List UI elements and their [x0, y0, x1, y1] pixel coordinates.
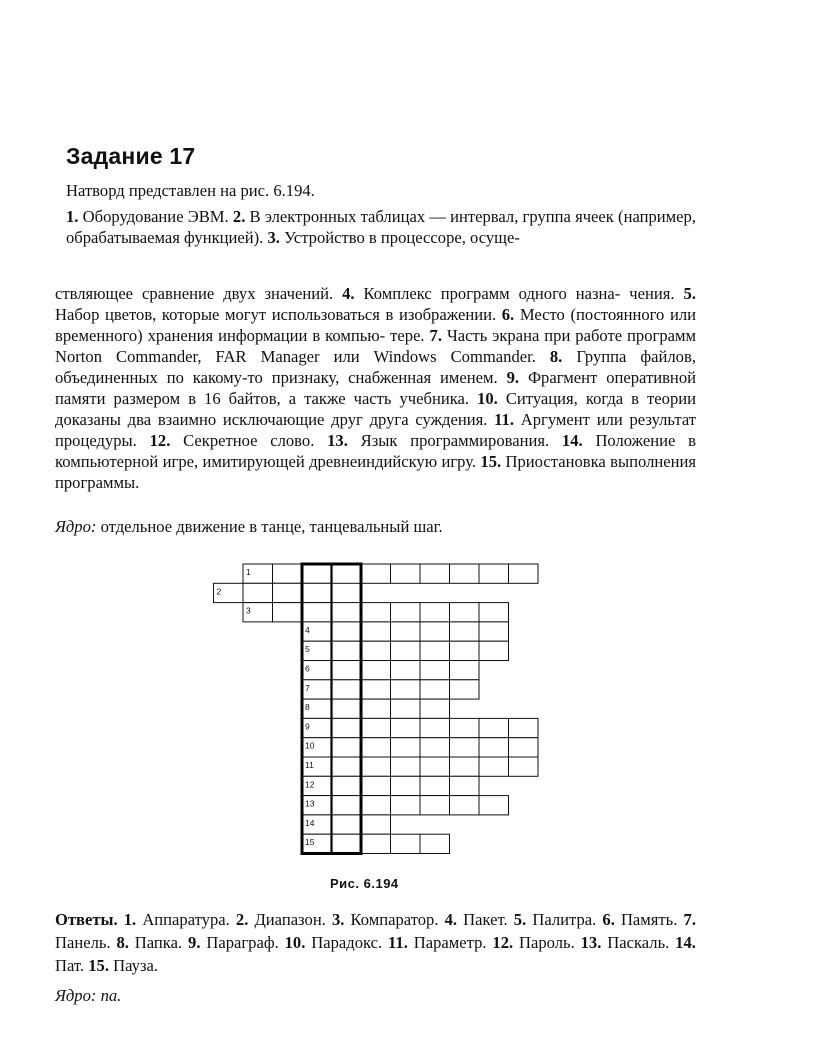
clue-number: 8.: [549, 347, 563, 366]
crossword-cell: [420, 564, 450, 583]
clue-number: 2.: [232, 207, 246, 226]
answer-text: Параграф.: [206, 933, 279, 952]
crossword-cell: [450, 796, 480, 815]
answer-text: Палитра.: [532, 910, 597, 929]
crossword-cell: [509, 564, 539, 583]
crossword-row-label: 9: [305, 721, 310, 732]
crossword-cell: [361, 834, 391, 853]
answer-number: 12.: [492, 933, 514, 952]
task-title: Задание 17: [66, 143, 196, 169]
answer-text: Компаратор.: [350, 910, 439, 929]
clue-text: чения.: [629, 284, 675, 303]
crossword-cell: [361, 815, 391, 834]
answer-number: 7.: [683, 910, 696, 929]
crossword-cell: [450, 641, 480, 660]
crossword-cell: [479, 603, 509, 622]
crossword-row-label: 11: [305, 760, 314, 770]
crossword-cell: [332, 776, 362, 795]
crossword-cell: [332, 564, 362, 583]
crossword-row-label: 1: [246, 567, 251, 577]
crossword-cell: [361, 738, 391, 757]
clue-text: (например, обрабатываемая функцией).: [66, 207, 696, 247]
crossword-cell: [361, 564, 391, 583]
crossword-cell: [450, 622, 480, 641]
crossword-cell: [391, 564, 421, 583]
crossword-cell: [361, 661, 391, 680]
crossword-cell: [302, 603, 332, 622]
figure-caption: Рис. 6.194: [330, 876, 399, 891]
clue-number: 15.: [480, 452, 502, 471]
crossword-cell: [450, 564, 480, 583]
clue-text: Приостановка: [505, 452, 606, 471]
crossword-cell: [391, 680, 421, 699]
answer-number: 9.: [188, 933, 201, 952]
crossword-cell: [361, 796, 391, 815]
clue-text: Фрагмент оперативной памяти размером: [55, 368, 696, 408]
answer-core-label: Ядро:: [55, 986, 97, 1005]
crossword-cell: [273, 564, 303, 583]
clue-number: 4.: [342, 284, 355, 303]
crossword-cell: [391, 757, 421, 776]
crossword-cell: [361, 776, 391, 795]
crossword-cell: [332, 661, 362, 680]
answer-text: Пауза.: [113, 956, 159, 975]
answer-text: Параметр.: [413, 933, 487, 952]
answer-text: Аппаратура.: [142, 910, 230, 929]
answer-text: Пакет.: [463, 910, 508, 929]
clue-number: 9.: [506, 368, 520, 387]
crossword-cell: [450, 661, 480, 680]
answer-number: 3.: [331, 910, 345, 929]
crossword-cell: [332, 622, 362, 641]
clue-text: ствляющее сравнение двух значений.: [55, 284, 334, 303]
answer-number: 5.: [513, 910, 527, 929]
crossword-row-label: 5: [305, 644, 310, 655]
core-label: Ядро:: [55, 517, 97, 536]
crossword-cell: [332, 680, 362, 699]
crossword-cell: [361, 603, 391, 622]
crossword-cell: [332, 757, 362, 776]
clue-text: Язык программирования.: [360, 431, 550, 450]
clue-text: Место (постоянного или временного) хранения информации в компью-: [55, 305, 696, 345]
crossword-cell: [391, 738, 421, 757]
clue-text: Оборудование ЭВМ.: [82, 207, 229, 226]
answer-core: [55, 985, 696, 1006]
crossword-cell: [243, 583, 273, 602]
crossword-row-label: 13: [305, 798, 315, 809]
clue-text: Устройство в процессоре, осуще-: [284, 228, 520, 247]
crossword-cell: [420, 718, 450, 737]
crossword-cell: [420, 738, 450, 757]
answer-text: Диапазон.: [254, 910, 326, 929]
crossword-row-label: 4: [305, 624, 310, 635]
crossword-cell: [420, 757, 450, 776]
crossword-cell: [450, 757, 480, 776]
crossword-cell: [361, 680, 391, 699]
crossword-cell: [509, 757, 539, 776]
crossword-cell: [391, 641, 421, 660]
crossword-row-label: 10: [305, 740, 315, 751]
crossword-cell: [391, 603, 421, 622]
clue-number: 7.: [429, 326, 442, 345]
crossword-cell: [332, 834, 362, 853]
clue-number: 1.: [66, 207, 79, 226]
crossword-cell: [273, 603, 303, 622]
clue-number: 3.: [267, 228, 280, 247]
crossword-cell: [420, 699, 450, 718]
answer-text: Парадокс.: [311, 933, 383, 952]
crossword-cell: [302, 583, 332, 602]
crossword-cell: [479, 796, 509, 815]
crossword-cell: [479, 738, 509, 757]
clue-text: процедуры.: [55, 431, 137, 450]
crossword-cell: [479, 757, 509, 776]
crossword-cell: [332, 738, 362, 757]
crossword-row-label: 12: [305, 779, 315, 790]
crossword-cell: [332, 796, 362, 815]
clue-number: 10.: [477, 389, 498, 408]
clue-number: 6.: [501, 305, 515, 324]
crossword-cell: [391, 699, 421, 718]
crossword-cell: [273, 583, 303, 602]
crossword-cell: [420, 661, 450, 680]
crossword-cell: [509, 738, 539, 757]
clue-text: Часть экрана при работе программ Norton Commander, FAR Manager: [55, 326, 696, 366]
answers-label: Ответы.: [55, 910, 118, 929]
answer-text: Панель.: [55, 933, 111, 952]
crossword-cell: [332, 641, 362, 660]
answer-number: 6.: [602, 910, 615, 929]
crossword-cell: [420, 834, 450, 853]
crossword-row-label: 15: [305, 837, 315, 848]
clue-number: 14.: [561, 431, 583, 450]
crossword-cell: [332, 718, 362, 737]
answer-number: 1.: [123, 910, 137, 929]
answer-text: Папка.: [134, 933, 183, 952]
answer-text: Пат.: [55, 956, 85, 975]
clue-text: Положение: [595, 431, 676, 450]
answer-number: 4.: [444, 910, 458, 929]
answer-text: Паскаль.: [607, 933, 670, 952]
intro-text: Натворд представлен на рис. 6.194.: [66, 181, 315, 200]
core-text: отдельное движение в танце, танцевальный шаг.: [100, 517, 443, 536]
crossword-cell: [361, 718, 391, 737]
crossword-cell: [361, 699, 391, 718]
answer-number: 2.: [235, 910, 249, 929]
crossword-cell: [332, 603, 362, 622]
crossword-cell: [391, 796, 421, 815]
crossword-cell: [332, 815, 362, 834]
answer-text: Пароль.: [519, 933, 575, 952]
clue-text: тере.: [390, 326, 425, 345]
answer-number: 11.: [388, 933, 408, 952]
crossword-cell: [450, 603, 480, 622]
crossword-row-label: 6: [305, 663, 310, 674]
crossword-cell: [509, 718, 539, 737]
crossword-cell: [391, 718, 421, 737]
clue-number: 5.: [683, 284, 696, 303]
clue-text: Аргумент или результат: [520, 410, 697, 429]
crossword-cell: [391, 661, 421, 680]
crossword-cell: [479, 564, 509, 583]
clue-text: в 16 байтов, а также часть учебника.: [188, 389, 470, 408]
crossword-cell: [420, 622, 450, 641]
crossword-cell: [479, 641, 509, 660]
clue-text: признаку, снабженная именем.: [271, 368, 498, 387]
answer-text: Память.: [620, 910, 678, 929]
crossword-cell: [420, 603, 450, 622]
crossword-row-label: 3: [246, 605, 251, 616]
crossword-cell: [361, 641, 391, 660]
clue-text: в компьютерной игре, имитирующей древнеиндийскую игру.: [55, 431, 697, 471]
clue-text: Ситуация, когда в теории доказаны: [55, 389, 696, 429]
crossword-cell: [450, 738, 480, 757]
crossword-cell: [361, 757, 391, 776]
clue-number: 13.: [327, 431, 348, 450]
crossword-row-label: 14: [305, 817, 315, 828]
crossword-cell: [361, 622, 391, 641]
crossword-cell: [391, 776, 421, 795]
crossword-row-label: 8: [305, 702, 310, 713]
crossword-cell: [420, 641, 450, 660]
crossword-cell: [391, 622, 421, 641]
crossword-row-label: 7: [305, 682, 310, 693]
answer-number: 15.: [88, 956, 109, 975]
crossword-cell: [391, 834, 421, 853]
crossword-cell: [450, 680, 480, 699]
clue-text: В электронных таблицах — интервал, группа ячеек: [249, 207, 614, 226]
clue-text: или Windows Commander.: [333, 347, 536, 366]
crossword-cell: [450, 776, 480, 795]
clue-text: Секретное слово.: [183, 431, 315, 450]
crossword-cell: [479, 718, 509, 737]
clue-number: 12.: [149, 431, 171, 450]
crossword-cell: [332, 699, 362, 718]
crossword-cell: [450, 718, 480, 737]
crossword-cell: [420, 776, 450, 795]
crossword-cell: [302, 564, 332, 583]
clue-text: выполнения программы.: [55, 452, 697, 492]
answer-number: 10.: [284, 933, 306, 952]
crossword-cell: [420, 680, 450, 699]
answers-block: [55, 908, 696, 977]
answer-number: 13.: [580, 933, 602, 952]
crossword-cell: [479, 622, 509, 641]
answer-number: 8.: [116, 933, 129, 952]
clue-number: 11.: [494, 410, 514, 429]
crossword-cell: [420, 796, 450, 815]
answer-number: 14.: [675, 933, 696, 952]
clue-text: Набор цветов, которые могут использоваться в изображении.: [55, 305, 497, 324]
answer-core-value: па.: [100, 986, 122, 1005]
clue-text: Группа файлов, объединенных по какому-то: [55, 347, 696, 387]
clue-text: Комплекс программ одного назна-: [363, 284, 621, 303]
clue-text: два взаимно исключающие друг друга суждения.: [127, 410, 488, 429]
crossword-row-label: 2: [216, 586, 222, 597]
